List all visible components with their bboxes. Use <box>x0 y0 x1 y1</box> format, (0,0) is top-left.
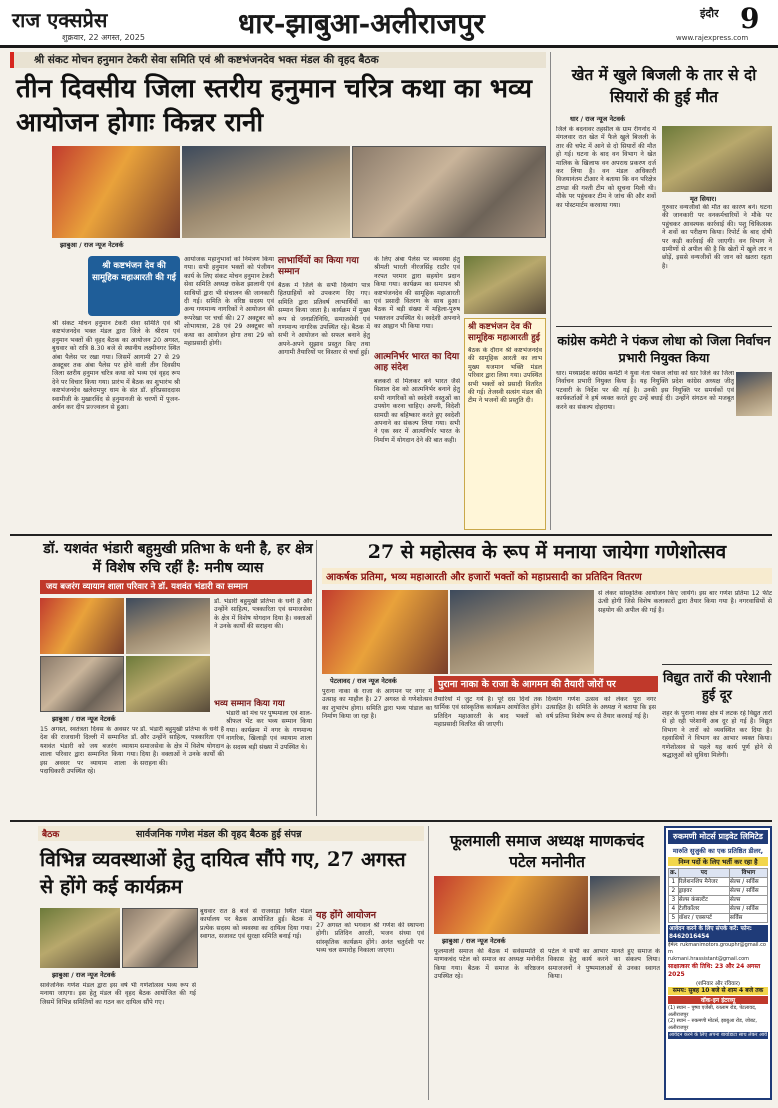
story5-photo-caption: पेटलावद / राज न्यूज नेटवर्क <box>330 677 397 685</box>
ad-interview-sub: (शनिवार और रविवार) <box>695 981 741 987</box>
city-name: इंदौर <box>700 7 719 20</box>
story5-subhead: आकर्षक प्रतिमा, भव्य महाआरती और हजारों भक्तों को महाप्रसादी का प्रतिदिन वितरण <box>326 572 642 583</box>
story1-box-text: बैठक के दौरान श्री कष्टभंजनदेव की सामूहिक आरती का लाभ मुख्य यजमान भक्ति मंडल परिवार द्वारा लिया गया। उपस्थित सभी भक्तों को प्रसादी वितरित की गई। तेजस्वी सत्संग मंडल की टीम ने भजनों की प्रस्तुति दी। <box>468 347 542 405</box>
story5-photo-2 <box>450 590 594 674</box>
story1-column-1-body: श्री संकट मोचन हनुमान टेकरी सेवा समिति एवं श्री कष्टभंजनदेव भक्त मंडल द्वारा जिले के श्रीराम एवं हनुमान भक्तों की वृहद बैठक का आयोजन 20 अगस्त, बुधवार को रात्रि 8.30 बजे से स्थानीय लक्ष्मीनगर स्थित अंबा पैलेस पर रखा गया। जिसमें आगामी 27 से 29 अक्टूबर तक अंबा पैलेस पर होने वाली तीन दिवसीय जिला स्तरीय हनुमान चरित्र कथा को भव्य एवं वृहद रूप देने पर विचार किया गया। प्रारंभ में बैठक का शुभारंभ श्री कष्टभंजनदेव खलेरामपुर धाम के संत डॉ. हरिप्रसाददास स्वामीजी के मुखारविंद से हनुमानजी के चरणों में पूजन-अर्चन कर दीप प्रज्ज्वलन से हुआ। <box>52 320 180 412</box>
story5-rule <box>316 540 317 816</box>
story4-photo-3 <box>40 656 124 712</box>
recruitment-ad <box>664 826 772 1100</box>
story4-text-4: भंडारी को मंच पर पुष्पमाला एवं शाल-श्रीफल भेंट कर भव्य सम्मान किया गया। कार्यक्रम में नगर के गणमान्य नागरिक, खिलाड़ी एवं व्यायाम शाला के सदस्य बड़ी संख्या में उपस्थित थे। <box>226 710 312 751</box>
ad-row <box>669 914 768 923</box>
ad-cell: 5 <box>669 914 679 923</box>
ad-address-2: (2) स्थान – रुकमणी मोटर्स, झाबुआ रोड, जोबट, अलीराजपुर <box>668 1018 757 1031</box>
story1-quote-box <box>88 256 180 316</box>
ad-sub: निम्न पदों के लिए भर्ती कर रहा है <box>668 857 768 866</box>
story1-column-3: बैठक में जिले के सभी दिव्यांग पात्र हितग्राहियों को उपकरण दिए गए। समिति द्वारा प्रतिवर्ष लाभार्थियों का सम्मान किया जाता है। कार्यक्रम में मुख्य रूप से जनप्रतिनिधि, समाजसेवी एवं गणमान्य नागरिक उपस्थित रहे। बैठक में सभी ने आयोजन को सफल बनाने हेतु अपने-अपने सुझाव प्रस्तुत किए तथा आगामी तैयारियों पर विस्तार से चर्चा हुई। <box>278 282 370 357</box>
ad-cell: सेल्स कंसल्टेंट <box>678 896 729 905</box>
story1-photo-2 <box>182 146 350 238</box>
story1-column-2: आयोजक महानुभावों को निमंत्रण किया गया। सभी हनुमान भक्तों को पंजीयन कार्य के लिए संकट मोचन हनुमान टेकरी सेवा समिति अध्यक्ष राकेश झालानी एवं साथियों द्वारा भी संचालन की जानकारी दी गई। समिति के वरिष्ठ सदस्य एवं अन्य गणमान्य नागरिकों ने आयोजन की रूपरेखा पर चर्चा की। 27 अक्टूबर को शोभायात्रा, 28 एवं 29 अक्टूबर को कथा का आयोजन होगा तथा 29 को महाप्रसादी होगी। <box>184 256 274 348</box>
story5-text-2: तैयारियों में जुट गये है। पूरे दस दिनों तक धार्मिक एवं सांस्कृतिक कार्यक्रम आयोजित होंगे। प्रतिदिन महाआरती के बाद भक्तों को महाप्रसादी वितरित की जाएगी। <box>434 696 542 729</box>
story5-photo-1 <box>322 590 448 674</box>
story8-photo-2 <box>590 876 660 934</box>
ad-row <box>669 887 768 896</box>
story5-box-title-bar <box>434 676 658 692</box>
band-rule-2 <box>10 820 772 822</box>
story4-banner <box>40 580 312 594</box>
story5-text-1: पुराना नाका के राजा के आगमन पर नगर में उत्साह का माहौल है। 27 अगस्त से गणेशोत्सव का शुभारंभ होगा। समिति द्वारा भव्य पांडाल का निर्माण किया जा रहा है। <box>322 688 432 721</box>
story2-headline: खेत में खुले बिजली के तार से दो सियारों की हुई मौत <box>571 65 757 106</box>
ad-company: रुकमणी मोटर्स प्राइवेट लिमिटेड <box>673 832 763 841</box>
page-number: 9 <box>740 2 760 35</box>
ad-cell: सेल्स / सर्विस <box>729 878 767 887</box>
story7-text-1: सार्वजनिक गणेश मंडल द्वारा इस वर्ष भी गणेशोत्सव भव्य रूप से मनाया जाएगा। इस हेतु मंडल की वृहद बैठक आयोजित की गई जिसमें विभिन्न समितियों का गठन कर दायित्व सौंपे गए। <box>40 982 196 1006</box>
section-title: धार-झाबुआ-अलीराजपुर <box>238 7 485 40</box>
ad-cell: 3 <box>669 896 679 905</box>
ad-cell: सेल्स / सर्विस <box>729 905 767 914</box>
ad-cell: सेल्स / सर्विस <box>729 887 767 896</box>
ad-cell: ड्राइवर <box>678 887 729 896</box>
story4-headline: डॉ. यशवंत भंडारी बहुमुखी प्रतिभा के धनी है, हर क्षेत्र में विशेष रुचि रहीं है: मनीष व्यास <box>43 541 313 576</box>
ad-company-bar <box>668 830 768 844</box>
story7-photo-caption: झाबुआ / राज न्यूज नेटवर्क <box>52 971 116 979</box>
story3-rule <box>556 326 772 327</box>
issue-date: शुक्रवार, 22 अगस्त, 2025 <box>62 33 145 42</box>
ad-col-post: पद <box>678 869 729 878</box>
story1-headline: तीन दिवसीय जिला स्तरीय हनुमान चरित्र कथा का भव्य आयोजन होगाः किन्नर रानी <box>16 74 533 138</box>
story8-headline: फूलमाली समाज अध्यक्ष माणकचंद पटेल मनोनीत <box>450 831 644 871</box>
story4-banner-text: जय बजरंग व्यायाम शाला परिवार ने डॉ. यशवंत भंडारी का सम्मान <box>46 582 248 592</box>
story8-photo <box>434 876 588 934</box>
story1-column-4: के लिए अंबा पैलेस पर व्यवस्था हेतु श्रीमती भारती नीरजसिंह राठौर एवं नरपत परमार द्वारा सहयोग प्रदान किया गया। कार्यक्रम का समापन श्री कष्टभंजनदेव की सामूहिक महाआरती एवं प्रसादी वितरण के साथ हुआ। बैठक में बड़ी संख्या में महिला-पुरुष भक्तजन उपस्थित थे। स्वदेशी अपनाने का आह्वान भी किया गया। <box>374 256 460 331</box>
story7-subhead: यह होंगे आयोजन <box>316 910 377 921</box>
ad-cell: सर्विस <box>729 914 767 923</box>
story1-photo-1 <box>52 146 180 238</box>
story7-photo-2 <box>122 908 198 968</box>
ad-cell: टेलीकॉलर <box>678 905 729 914</box>
ad-row <box>669 896 768 905</box>
story1-photo-3 <box>352 146 546 238</box>
ad-email-2: rukmani.hrassistant@gmail.com <box>668 956 750 962</box>
story4-text-1: 15 अगस्त, स्वतंत्रता दिवस के अवसर पर देश की राजधानी दिल्ली में सम्मानित डॉ. यशवंत भंडारी को जय बजरंग व्यायाम शाला परिवार द्वारा सम्मानित किया गया। इस अवसर पर व्यायाम शाला के पदाधिकारी उपस्थित रहे। <box>40 726 138 776</box>
story1-subhead-1: लाभार्थियों का किया गया सम्मान <box>278 256 359 277</box>
band-rule-1 <box>10 534 772 536</box>
story6-rule <box>662 664 772 665</box>
right-column-rule <box>550 52 551 530</box>
story7-kicker-bar <box>38 826 424 841</box>
story1-kicker-bar <box>10 52 546 68</box>
story2-photo-caption: मृत सियार। <box>690 195 717 203</box>
ad-address-1: (1) स्थान – पुष्पा एजेंसी, रतलाम रोड, पेटलावद, अलीराजपुर <box>668 1005 757 1018</box>
masthead <box>0 0 778 48</box>
story3-headline: कांग्रेस कमेटी ने पंकज लोधा को जिला निर्वाचन प्रभारी नियुक्त किया <box>557 333 771 365</box>
story1-photo-4 <box>464 256 546 314</box>
ad-table <box>668 868 768 923</box>
story1-kicker: श्री संकट मोचन हनुमान टेकरी सेवा समिति एवं श्री कष्टभंजनदेव भक्त मंडल की वृहद बैठक <box>34 54 379 66</box>
ad-tagline: मारुति सुजुकी का एक प्रतिष्ठित डीलर, <box>672 847 764 855</box>
story8-text-1: फूलमाली समाज की बैठक में सर्वसम्मति से माणकचंद पटेल को समाज का अध्यक्ष मनोनीत किया गया। बैठक में समाज के वरिष्ठजन उपस्थित रहे। <box>434 948 544 981</box>
story1-box-title: श्री कष्टभंजन देव की सामूहिक महाआरती हुई <box>468 322 540 343</box>
story6-headline: विद्युत तारों की परेशानी हुई दूर <box>662 671 772 703</box>
ad-col-no: क्र. <box>670 870 677 876</box>
story1-box <box>464 318 546 530</box>
story5-text-4: से लेकर सांस्कृतिक आयोजन किए जायेंगे। इस बार गणेश प्रतिमा 12 फीट ऊंची होगी जिसे विशेष कलाकारों द्वारा तैयार किया गया है। नगरवासियों से सहयोग की अपील की गई है। <box>598 590 772 614</box>
ad-row <box>669 878 768 887</box>
ad-footer: आवेदन करने के लिए अपना बायोडाटा साथ लेकर आवें <box>669 1032 767 1038</box>
story8-text-2: पटेल ने सभी का आभार मानते हुए समाज के विकास हेतु कार्य करने का संकल्प लिया। समाजजनों ने पुष्पमालाओं से उनका स्वागत किया। <box>548 948 660 981</box>
story4-text-3: डॉ. भंडारी बहुमुखी प्रतिभा के धनी है और उन्होंने साहित्य, पत्रकारिता एवं समाजसेवा के क्षेत्र में विशेष योगदान दिया है। वक्ताओं ने उनके कार्यों की सराहना की। <box>214 598 312 631</box>
ad-cell: सेल्स <box>729 896 767 905</box>
story8-photo-caption: झाबुआ / राज न्यूज नेटवर्क <box>442 937 506 945</box>
story5-box-title: पुराना नाका के राजा के आगमन की तैयारी जोरों पर <box>438 679 616 690</box>
story1-column-5: बलकरों से मिलकर बने भारत जैसे विशाल देश को आत्मनिर्भर बनाने हेतु सभी नागरिकों को स्वदेशी वस्तुओं का उपयोग करना चाहिए। अपनी, विदेशी सामग्री का बहिष्कार करते हुए स्वदेशी अपनाने का संकल्प लिया गया। सभी ने एक स्वर में आत्मनिर्भर भारत के निर्माण में योगदान देने की बात कही। <box>374 378 460 444</box>
story8-rule <box>428 826 429 1100</box>
story3-text: धार। मध्यप्रदेश कांग्रेस कमेटी ने युवा नेता पंकज लोधा को धार जिले का जिला निर्वाचन प्रभारी नियुक्त किया है। यह नियुक्ति प्रदेश कांग्रेस अध्यक्ष जीतू पटवारी के निर्देश पर की गई है। उनकी इस नियुक्ति पर समर्थकों एवं कार्यकर्ताओं ने हर्ष व्यक्त करते हुए उन्हें बधाई दी। उन्होंने संगठन को मजबूत करने का संकल्प दोहराया। <box>556 370 734 411</box>
story5-text-3: दिव्यांग गणेश उत्सव को लेकर पूरा नगर उत्साहित है। समिति के अध्यक्ष ने बताया कि इस वर्ष प्रतिमा विशेष रूप से तैयार करवाई गई है। <box>546 696 656 720</box>
story5-headline: 27 से महोत्सव के रूप में मनाया जायेगा गणेशोत्सव <box>367 541 727 563</box>
story4-photo-4 <box>126 656 210 712</box>
story7-kicker-2: सार्वजनिक गणेश मंडल की वृहद बैठक हुई संपन्न <box>136 829 302 840</box>
ad-cell: 1 <box>669 878 679 887</box>
ad-cell: 2 <box>669 887 679 896</box>
story7-kicker: बैठक <box>42 830 60 840</box>
story1-quote: श्री कष्टभंजन देव की सामूहिक महाआरती की गई <box>92 261 176 283</box>
story7-photo-1 <box>40 908 120 968</box>
brand-name: राज एक्सप्रेस <box>12 8 108 32</box>
ad-row <box>669 905 768 914</box>
story4-photo-2 <box>126 598 210 654</box>
story1-photo-caption: झाबुआ / राज न्यूज नेटवर्क <box>60 241 124 249</box>
ad-apply: आवेदन करने के लिए संपर्क करें: फोन: 8462016454 <box>668 925 768 942</box>
ad-interview-date: साक्षात्कार की तिथि: 23 और 24 अगस्त 2025 <box>668 963 761 978</box>
story2-text-2: गुरुवार वन्यजीवों की मौत का कारण बने। घटना की जानकारी पर वनकर्मचारियों ने मौके पर पहुंचकर आवश्यक कार्रवाई की। पशु चिकित्सक ने शवों का परीक्षण किया। रिपोर्ट के बाद दोषी पर कड़ी कार्रवाई की जाएगी। वन विभाग ने ग्रामीणों से अपील की है कि खेतों में खुले तार न छोड़ें, इससे वन्यजीवों की जान को खतरा रहता है। <box>662 204 772 270</box>
ad-email-1: ईमेल: rukmanimotors.grouphr@gmail.com <box>668 942 766 955</box>
story3-photo <box>736 372 772 416</box>
story4-text-2: डॉ. भंडारी बहुमुखी प्रतिभा के धनी है और उन्होंने साहित्य, पत्रकारिता एवं समाजसेवा के क्षेत्र में विशेष योगदान दिया है। वक्ताओं ने उनके कार्यों की सराहना की। <box>140 726 224 767</box>
story2-text: जिले के बदनावर तहसील के ग्राम रींगनोद में मंगलवार रात खेत में फैले खुले बिजली के तार की चपेट में आने से दो सियारों की मौत हो गई। घटना के बाद वन विभाग ने खेत मालिक के खिलाफ वन अपराध प्रकरण दर्ज कर लिया है। वन मंडल अधिकारी विजयानंतम टीआर ने बताया कि वन परिक्षेत्र टाण्डा की गश्ती टीम को सूचना मिली थी। मौके पर पहुंचकर टीम ने जांच की और शवों का पोस्टमार्टम करवाया गया। <box>556 126 656 209</box>
story7-headline: विभिन्न व्यवस्थाओं हेतु दायित्व सौंपे गए, 27 अगस्त से होंगे कई कार्यक्रम <box>40 848 406 898</box>
story4-subhead: भव्य सम्मान किया गया <box>214 699 285 709</box>
ad-venue-label: वॉक-इन इंटरव्यू <box>668 996 768 1004</box>
ad-cell: 4 <box>669 905 679 914</box>
story4-photo-caption: झाबुआ / राज न्यूज नेटवर्क <box>52 715 116 723</box>
story2-byline: धार / राज न्यूज नेटवर्क <box>570 115 625 123</box>
ad-time: समय: सुबह 10 बजे से शाम 4 बजे तक <box>668 987 768 995</box>
story5-subhead-bar <box>322 568 772 584</box>
ad-col-dept: विभाग <box>729 869 767 878</box>
story4-photo-1 <box>40 598 124 654</box>
story6-text: शहर के पुराना नाका क्षेत्र में लटक रहे विद्युत तारों से हो रही परेशानी अब दूर हो गई है। विद्युत विभाग ने तारों को व्यवस्थित कर दिया है। रहवासियों ने विभाग का आभार व्यक्त किया। गणेशोत्सव से पहले यह कार्य पूर्ण होने से श्रद्धालुओं को सुविधा मिलेगी। <box>662 710 772 760</box>
story7-text-3: 27 अगस्त को भगवान श्री गणेश की स्थापना होगी। प्रतिदिन आरती, भजन संध्या एवं सांस्कृतिक कार्यक्रम होंगे। अनंत चतुर्दशी पर भव्य चल समारोह निकाला जाएगा। <box>316 922 424 955</box>
ad-cell: वॉशर / एक्सपर्ट <box>678 914 729 923</box>
story1-subhead-2: आत्मनिर्भर भारत का दिया आह संदेश <box>374 352 460 373</box>
story7-text-2: बुधवार रात 8 बजे से राजवाड़ा स्थित मंडल कार्यालय पर बैठक आयोजित हुई। बैठक में प्रत्येक सदस्य को व्यवस्था का दायित्व दिया गया। स्वागत, सजावट एवं सुरक्षा समिति बनाई गई। <box>200 908 312 941</box>
ad-cell: रिलेशनशिप मैनेजर <box>678 878 729 887</box>
website: www.rajexpress.com <box>676 34 749 42</box>
story2-photo <box>662 126 772 192</box>
